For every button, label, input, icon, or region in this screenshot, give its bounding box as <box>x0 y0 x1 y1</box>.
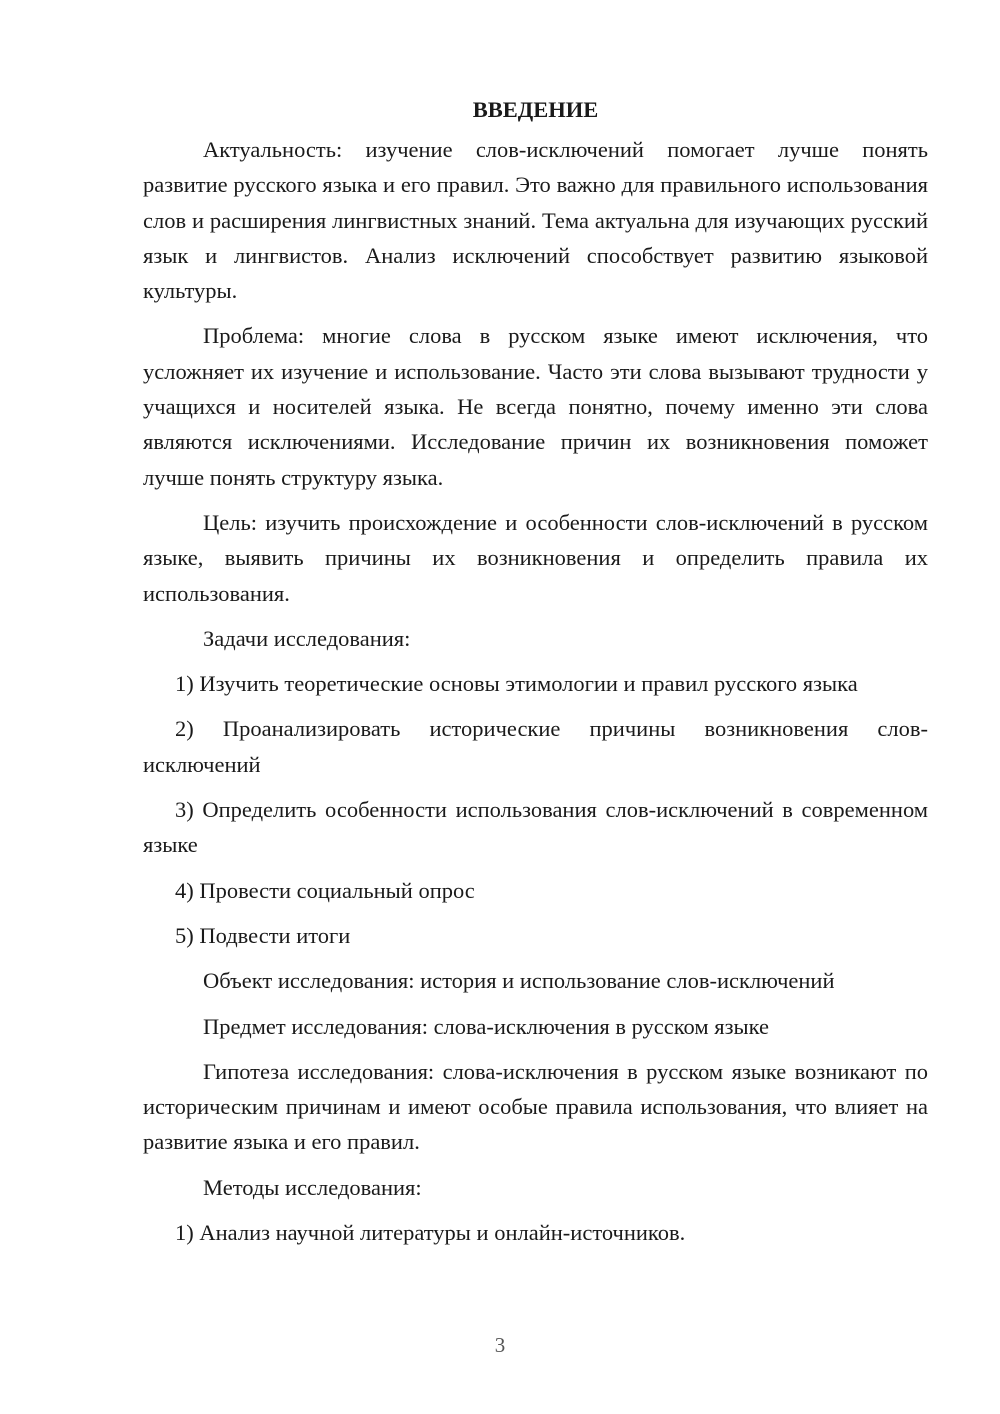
hypothesis-paragraph: Гипотеза исследования: слова-исключения в русском языке возникают по историческим причинам и имеют особые правила использования, что влияет на развитие языка и его правил. <box>143 1058 928 1155</box>
goal-paragraph: Цель: изучить происхождение и особенности слов-исключений в русском языке, выявить причины их возникновения и определить правила их использования. <box>143 509 928 606</box>
section-title: ВВЕДЕНИЕ <box>472 97 599 122</box>
task-item: 1) Изучить теоретические основы этимологии и правил русского языка <box>175 671 858 697</box>
research-subject: Предмет исследования: слова-исключения в русском языке <box>203 1013 769 1039</box>
task-item: 2) Проанализировать исторические причины возникновения слов-исключений <box>143 716 928 777</box>
page-number: 3 <box>494 1333 506 1357</box>
task-item: 5) Подвести итоги <box>175 922 351 948</box>
relevance-paragraph: Актуальность: изучение слов-исключений помогает лучше понять развитие русского языка и его правил. Это важно для правильного использования слов и расширения лингвистных знаний. Тема актуальна для изучающих русский язык и лингвистов. Анализ исключений способствует развитию языковой культуры. <box>143 137 928 304</box>
tasks-heading: Задачи исследования: <box>203 625 411 651</box>
task-item: 3) Определить особенности использования слов-исключений в современном языке <box>143 797 928 858</box>
method-item: 1) Анализ научной литературы и онлайн-источников. <box>175 1220 686 1246</box>
methods-heading: Методы исследования: <box>203 1174 422 1200</box>
research-object: Объект исследования: история и использование слов-исключений <box>203 968 835 994</box>
task-item: 4) Провести социальный опрос <box>175 877 475 903</box>
problem-paragraph: Проблема: многие слова в русском языке имеют исключения, что усложняет их изучение и использование. Часто эти слова вызывают трудности у учащихся и носителей языка. Не всегда понятно, почему именно эти слова являются исключениями. Исследование причин их возникновения поможет лучше понять структуру языка. <box>143 323 928 490</box>
document-page <box>143 92 928 1260</box>
